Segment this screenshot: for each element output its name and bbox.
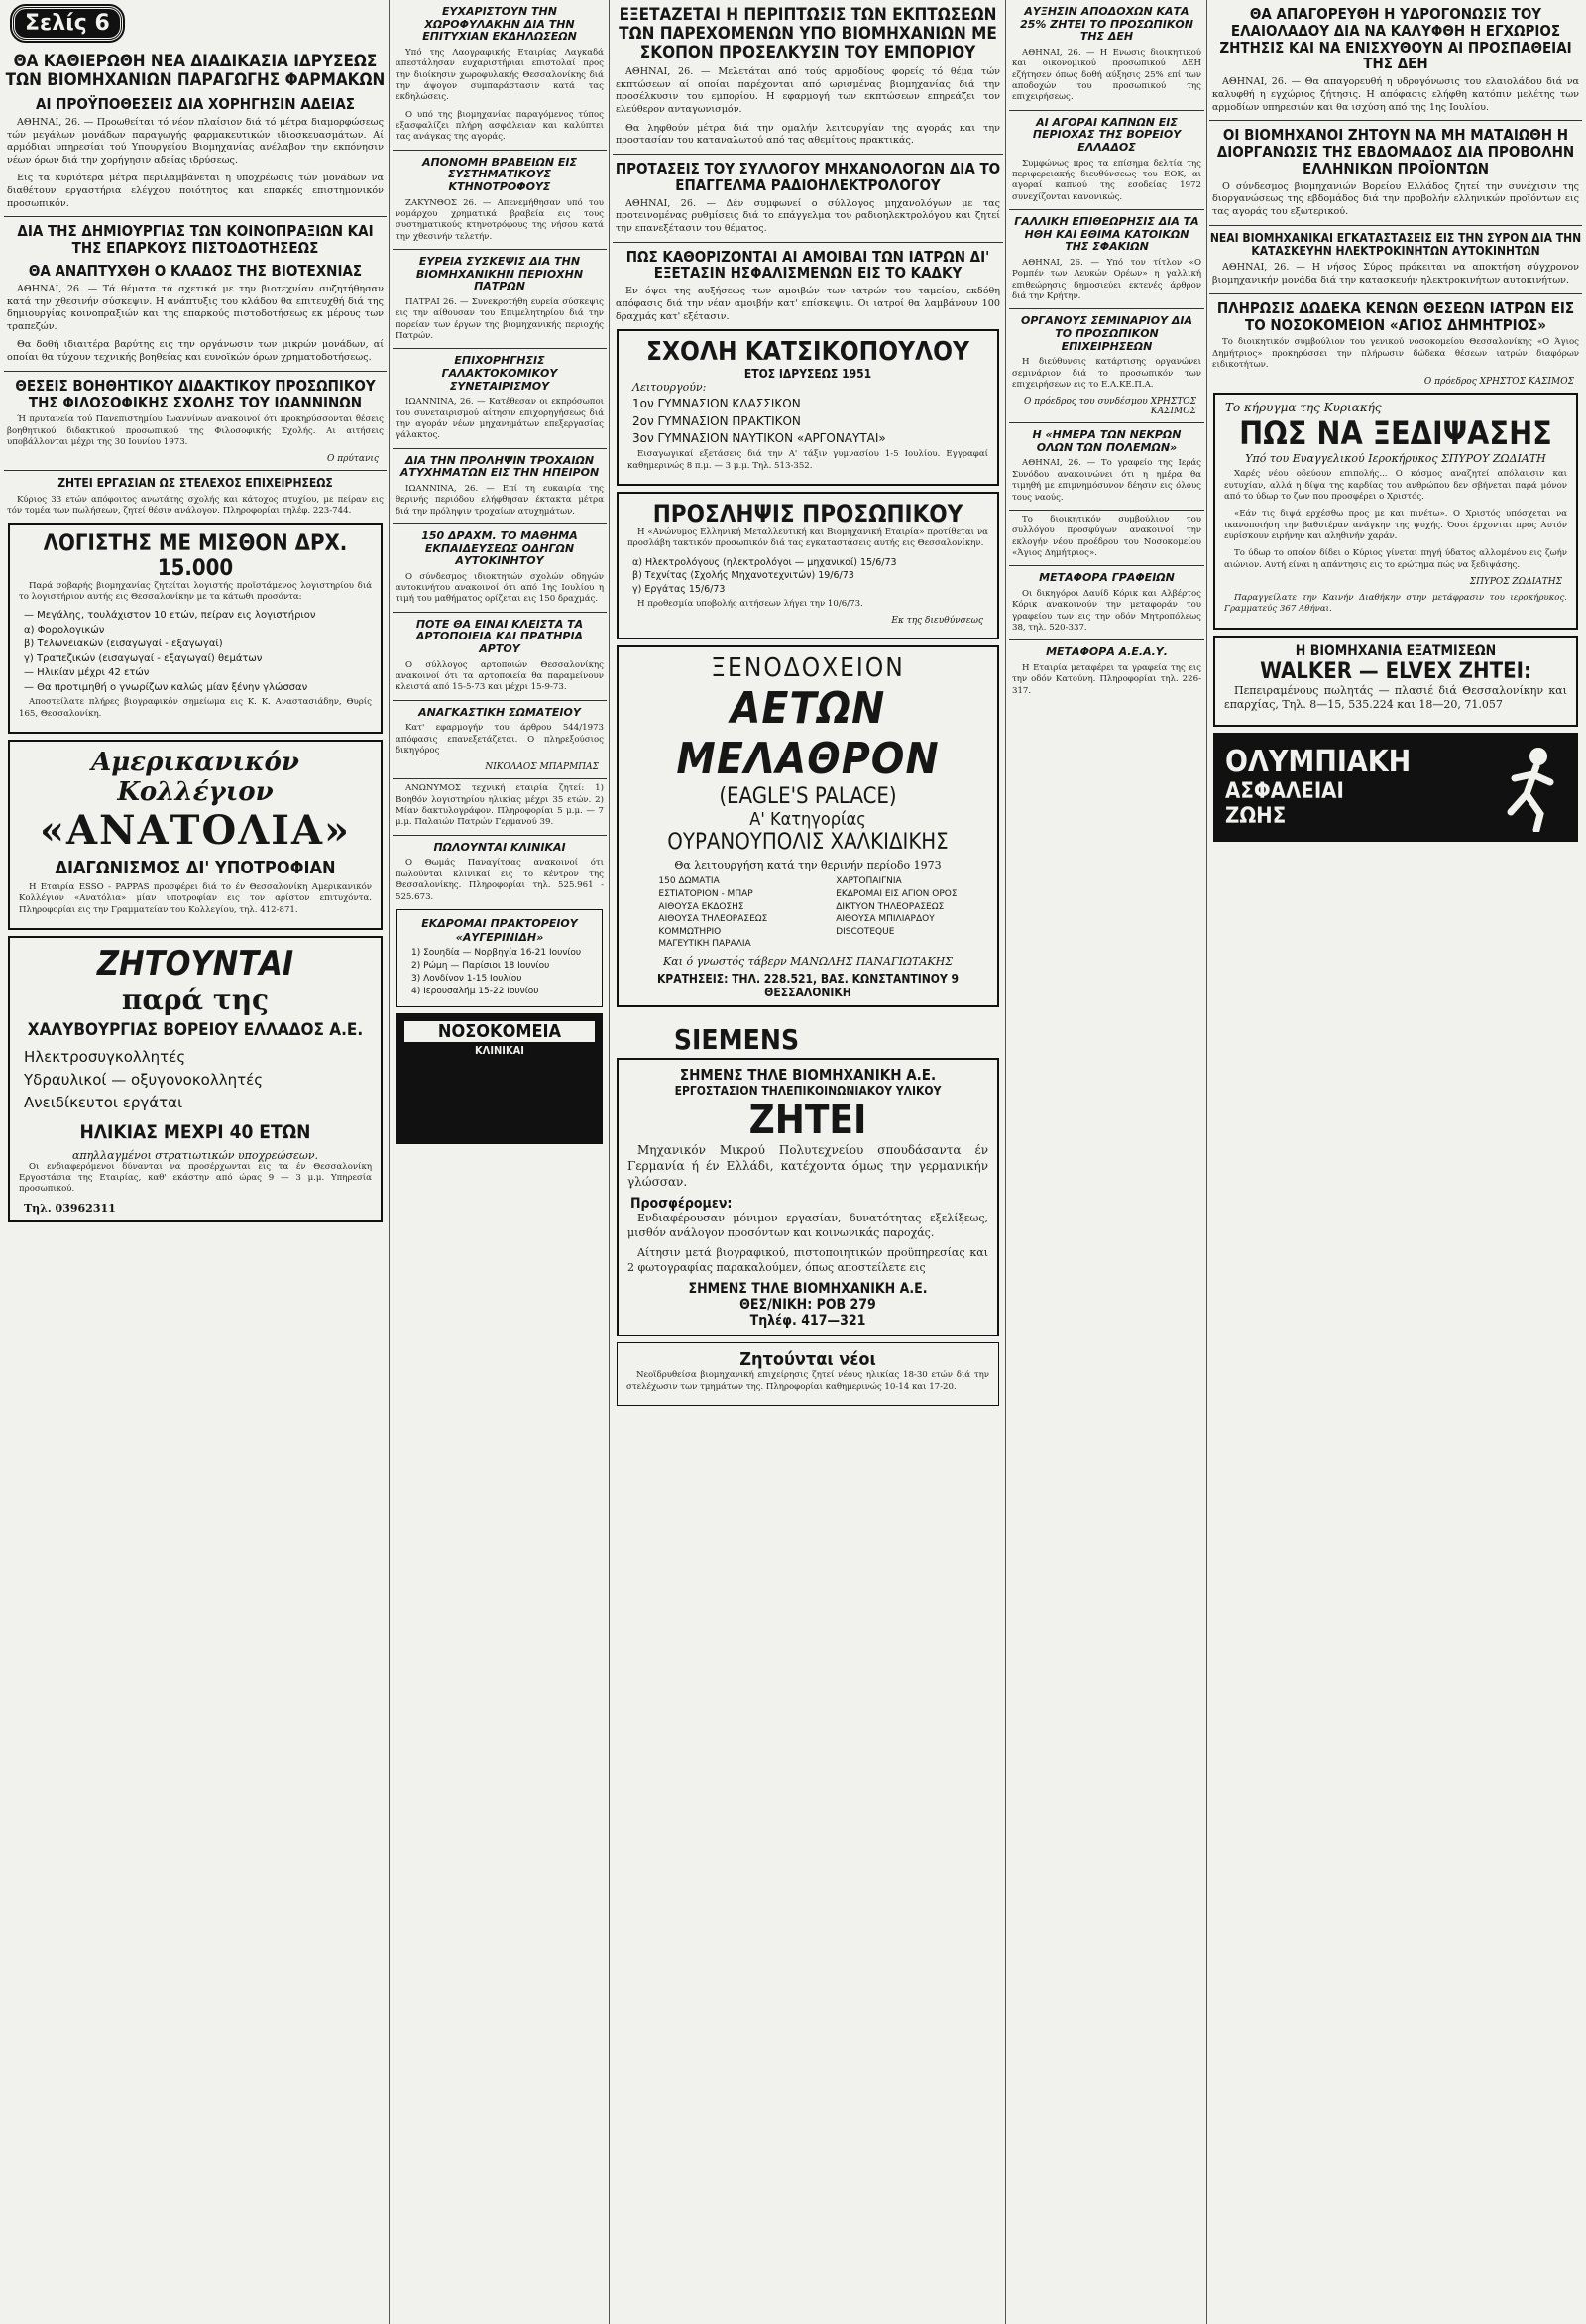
headline: ΕΚΔΡΟΜΑΙ ΠΡΑΚΤΟΡΕΙΟΥ [421, 916, 578, 930]
ad-anatolia-sub: ΔΙΑΓΩΝΙΣΜΟΣ ΔΙ' ΥΠΟΤΡΟΦΙΑΝ [55, 857, 336, 878]
sermon-box [1213, 393, 1578, 629]
headline: ΑΙ ΑΓΟΡΑΙ ΚΑΠΝΩΝ ΕΙΣ ΠΕΡΙΟΧΑΣ ΤΗΣ ΒΟΡΕΙΟΥ ΕΛΛΑΔΟΣ [1032, 115, 1182, 154]
ad-olympiaki-l1: ΟΛΥΜΠΙΑΚΗ [1225, 745, 1412, 780]
ad-hotel [617, 645, 999, 1007]
ad-steel-sub: παρά της [121, 983, 270, 1016]
article-text: ΑΘΗΝΑΙ, 26. — Προωθείται τό νέον πλαίσιον διά τό μέτρα διαμορφώσεως τών μεγάλων μονάδων παραγωγής φαρμακευτικών ιδιοσκευασμάτων. Αί αρμόδιαι υπηρεσίαι τού Υπουργείου Βιομηχανίας ανέλαβον την εκπόνησιν νέων όρων διά την χορήγησιν αδείας ιδρύσεως. [7, 116, 384, 166]
ad-text: Η «Ανώνυμος Ελληνική Μεταλλευτική και Βιομηχανική Εταιρία» προτίθεται να προσλάβη τακτικόν προσωπικόν διά τας εγκαταστάσεις αυτής εις Θεσσαλονίκην. [627, 527, 988, 549]
ad-siemens-left [613, 1013, 860, 1056]
article-text: ΑΘΗΝΑΙ, 26. — Το γραφείο της Ιεράς Συνόδου ανακοινώνει ότι η ημέρα θα τιμηθή με επιμνημόσυνον δέησιν εις όλους τους ναούς. [1012, 458, 1201, 503]
headline-pharma: ΘΑ ΚΑΘΙΕΡΩΘΗ ΝΕΑ ΔΙΑΔΙΚΑΣΙΑ ΙΔΡΥΣΕΩΣ ΤΩΝ ΒΙΟΜΗΧΑΝΙΩΝ ΠΑΡΑΓΩΓΗΣ ΦΑΡΜΑΚΩΝ [5, 52, 386, 91]
amenity-item: ΔΙΚΤΥΟΝ ΤΗΛΕΟΡΑΣΕΩΣ [836, 901, 945, 912]
article-text: ΑΘΗΝΑΙ, 26. — Η νήσος Σύρος πρόκειται να αποκτήση σύγχρονον βιομηχανικήν μονάδα διά την κατασκευήν ηλεκτροκινήτων αυτοκινήτων. [1212, 262, 1579, 287]
article-text: Συμφώνως προς τα επίσημα δελτία της περιφερειακής διευθύνσεως του ΕΟΚ, αι αγοραί καπνού της εσοδείας 1972 συνεχίζονται κανονικώς. [1012, 158, 1201, 202]
article-text: ΑΘΗΝΑΙ, 26. — Θα απαγορευθή η υδρογόνωσις του ελαιολάδου διά να καλυφθή η εγχώριος ζήτησις. Η απόφασις ελήφθη κατόπιν μελέτης των αρμοδίων υπηρεσιών και θα ισχύση από της 1ης Ιουλίου. [1212, 76, 1579, 113]
ad-list-item: 2ον ΓΥΜΝΑΣΙΟΝ ΠΡΑΚΤΙΚΟΝ [632, 413, 801, 428]
ad-list-item: γ) Τραπεζικών (εισαγωγαί - εξαγωγαί) θεμάτων [24, 652, 263, 664]
article-text: Ο σύλλογος αρτοποιών Θεσσαλονίκης ανακοινοί ότι τα αρτοποιεία θα παραμείνουν κλειστά από 15-5-73 και μέχρι 15-9-73. [396, 659, 604, 693]
ad-hotel-category: Α' Κατηγορίας [749, 809, 866, 831]
tour-item: 1) Σουηδία — Νορβηγία 16-21 Ιουνίου [411, 948, 582, 959]
ad-list-item: β) Τελωνειακών (εισαγωγαί - εξαγωγαί) [24, 639, 223, 650]
ad-siemens-company: ΣΗΜΕΝΣ ΤΗΛΕ ΒΙΟΜΗΧΑΝΙΚΗ Α.Ε. [679, 1065, 937, 1084]
ad-list-item: — Ηλικίαν μέχρι 42 ετών [24, 667, 150, 679]
ad-hospitals-title: ΝΟΣΟΚΟΜΕΙΑ [404, 1021, 595, 1042]
ad-anatolia-title: Αμερικανικόν Κολλέγιον [91, 747, 299, 807]
ad-text: απηλλαγμένοι στρατιωτικών υποχρεώσεων. [71, 1148, 319, 1162]
sermon-title: ΠΩΣ ΝΑ ΞΕΔΙΨΑΣΗΣ [1239, 414, 1552, 453]
amenity-item: ΑΙΘΟΥΣΑ ΤΗΛΕΟΡΑΣΕΩΣ [658, 914, 768, 925]
ad-text: Η προθεσμία υποβολής αιτήσεων λήγει την 10/6/73. [637, 599, 863, 609]
article-text: Το διοικητικόν συμβούλιον του συλλόγου προσφύγων ανακοινοί την εκλογήν νέου προέδρου του Νοσοκομείου «Άγιος Δημήτριος». [1012, 514, 1201, 558]
ad-text: Πεπειραμένους πωλητάς — πλασιέ διά Θεσσαλονίκην και επαρχίας, Τηλ. 8—15, 535.224 και 18—20, 71.057 [1224, 683, 1567, 712]
article-text: ΙΩΑΝΝΙΝΑ, 26. — Επί τη ευκαιρία της θερινής περιόδου ελήφθησαν έκτακτα μέτρα διά την πρόληψιν τροχαίων ατυχημάτων. [396, 483, 604, 517]
signature: Ο πρύτανις [326, 454, 379, 465]
ad-siemens-footer: ΣΗΜΕΝΣ ΤΗΛΕ ΒΙΟΜΗΧΑΝΙΚΗ Α.Ε. [688, 1281, 928, 1298]
signature: Ο πρόεδρος ΧΡΗΣΤΟΣ ΚΑΣΙΜΟΣ [1423, 377, 1574, 388]
article-text: ΑΘΗΝΑΙ, 26. — Μελετάται από τούς αρμοδίους φορείς τό θέμα τών εκπτώσεων αί οποίαι παρέχονται από ωρισμένας βιομηχανίας διά την προσέλκυσιν του εμπορίου. Η εφαρμογή των εκπτώσεων επηρεάζει τον ελεύθερον ανταγωνισμόν. [616, 66, 1000, 116]
ad-walker-heading: Η ΒΙΟΜΗΧΑΝΙΑ ΕΞΑΤΜΙΣΕΩΝ [1295, 642, 1497, 659]
headline: ΟΡΓΑΝΟΥΣ ΣΕΜΙΝΑΡΙΟΥ ΔΙΑ ΤΟ ΠΡΟΣΩΠΙΚΟΝ ΕΠΙΧΕΙΡΗΣΕΩΝ [1020, 314, 1192, 353]
ad-list [24, 1046, 367, 1115]
headline: ΠΟΤΕ ΘΑ ΕΙΝΑΙ ΚΛΕΙΣΤΑ ΤΑ ΑΡΤΟΠΟΙΕΙΑ ΚΑΙ ΠΡΑΤΗΡΙΑ ΑΡΤΟΥ [415, 617, 584, 656]
ad-accountant [8, 523, 383, 734]
signature: Ο πρόεδρος του συνδέσμου ΧΡΗΣΤΟΣ ΚΑΣΙΜΟΣ [1024, 397, 1196, 417]
article-text: Κύριος 33 ετών απόφοιτος ανωτάτης σχολής και κάτοχος πτυχίου, με πείραν εις τόν τομέα των πωλήσεων, ζητεί θέσιν ανάλογον. Πληροφορίαι τηλέφ. 223-744. [7, 494, 384, 517]
article-text: Θα δοθή ιδιαιτέρα βαρύτης εις την οργάνωσιν των μικρών μονάδων, αί οποίαι θα τύχουν τεχνικής βοηθείας και ευνοϊκών όρων χρηματοδοτήσεως. [7, 339, 384, 364]
ad-list-item: 1ον ΓΥΜΝΑΣΙΟΝ ΚΛΑΣΣΙΚΟΝ [632, 397, 801, 411]
ad-list-item: Ανειδίκευτοι εργάται [24, 1094, 183, 1112]
column-2 [393, 0, 607, 2324]
ad-text: Η Εταιρία ESSO - PAPPAS προσφέρει διά το έν Θεσσαλονίκη Αμερικανικόν Κολλέγιον «Ανατόλια» μίαν υποτροφίαν εις τον αρίστον επιτυχόντα. Πληροφορίαι εις την Γραμματείαν του Κολλεγίου, τηλ. 412-871. [19, 881, 372, 915]
ad-school [617, 329, 999, 486]
ad-text: Μηχανικόν Μικρού Πολυτεχνείου σπουδάσαντα έν Γερμανία ή έν Ελλάδι, κατέχοντα όμως την γερμανικήν γλώσσαν. [627, 1142, 988, 1189]
tour-item: 2) Ρώμη — Παρίσιοι 18 Ιουνίου [411, 961, 550, 972]
headline: ΔΙΑ ΤΗΝ ΠΡΟΛΗΨΙΝ ΤΡΟΧΑΙΩΝ ΑΤΥΧΗΜΑΤΩΝ ΕΙΣ ΤΗΝ ΗΠΕΙΡΟΝ [399, 453, 600, 480]
signature: ΝΙΚΟΛΑΟΣ ΜΠΑΡΜΠΑΣ [485, 762, 599, 773]
sermon-text: «Εάν τις διψά ερχέσθω προς με και πινέτω». Ο Χριστός υπόσχεται να ικανοποιήση την βαθυτέραν ανάγκην της ψυχής. Όσοι έρχονται προς Αυτόν ευρίσκουν ειρήνην και αληθινήν χαράν. [1224, 509, 1567, 542]
siemens-logo: SIEMENS [673, 1022, 800, 1056]
ad-siemens-address: ΘΕΣ/ΝΙΚΗ: ΡΟΒ 279 [739, 1297, 876, 1314]
tour-item: 4) Ιερουσαλήμ 15-22 Ιουνίου [411, 987, 539, 997]
ad-steel [8, 936, 383, 1222]
article-text: ΑΘΗΝΑΙ, 26. — Δέν συμφωνεί ο σύλλογος μηχανολόγων με τας προτεινομένας ρυθμίσεις διά το επάγγελμα του ραδιοηλεκτρολόγου και ζητεί την επανεξέτασιν του θέματος. [616, 197, 1000, 234]
ad-list [24, 609, 367, 695]
ad-hotel-reservations: ΚΡΑΤΗΣΕΙΣ: ΤΗΛ. 228.521, ΒΑΣ. ΚΩΝΣΤΑΝΤΙΝΟΥ 9 [656, 971, 960, 986]
amenity-item: 150 ΔΩΜΑΤΙΑ [658, 876, 720, 887]
ad-siemens-phone: Τηλέφ. 417—321 [749, 1313, 866, 1330]
ad-list-item: Ηλεκτροσυγκολλητές [24, 1047, 186, 1066]
ad-young [617, 1342, 999, 1406]
ad-walker [1213, 636, 1578, 727]
article-text: Ο υπό της βιομηχανίας παραγόμενος τύπος εξασφαλίζει πλήρη ασφάλειαν και καλύπτει τας ανάγκας της αγοράς. [396, 109, 604, 143]
ad-hotel-location: ΟΥΡΑΝΟΥΠΟΛΙΣ ΧΑΛΚΙΔΙΚΗΣ [667, 830, 949, 856]
headline: ΓΑΛΛΙΚΗ ΕΠΙΘΕΩΡΗΣΙΣ ΔΙΑ ΤΑ ΗΘΗ ΚΑΙ ΕΘΙΜΑ ΚΑΤΟΙΚΩΝ ΤΗΣ ΣΦΑΚΙΩΝ [1014, 214, 1199, 254]
sermon-author: Υπό του Ευαγγελικού Ιεροκήρυκος ΣΠΥΡΟΥ ΖΩΔΙΑΤΗ [1245, 452, 1546, 466]
subhead-cooperatives: ΘΑ ΑΝΑΠΤΥΧΘΗ Ο ΚΛΑΔΟΣ ΤΗΣ ΒΙΟΤΕΧΝΙΑΣ [28, 262, 363, 281]
amenity-item: ΕΣΤΙΑΤΟΡΙΟΝ - ΜΠΑΡ [658, 888, 753, 899]
amenity-item: ΜΑΓΕΥΤΙΚΗ ΠΑΡΑΛΙΑ [658, 939, 751, 950]
article-text: Θα ληφθούν μέτρα διά την ομαλήν λειτουργίαν της αγοράς και την προστασίαν του καταναλωτού από τας αθεμίτους πρακτικάς. [616, 122, 1000, 147]
ad-olympiaki-text [1225, 745, 1411, 829]
headline: ΑΠΟΝΟΜΗ ΒΡΑΒΕΙΩΝ ΕΙΣ ΣΥΣΤΗΜΑΤΙΚΟΥΣ ΚΤΗΝΟΤΡΟΦΟΥΣ [421, 155, 578, 193]
ad-text: Αποστείλατε πλήρες βιογραφικόν σημείωμα εις Κ. Κ. Αναστασιάδην, Θυρίς 165, Θεσσαλονίκη. [19, 697, 372, 719]
headline-oliveoil: ΘΑ ΑΠΑΓΟΡΕΥΘΗ Η ΥΔΡΟΓΟΝΩΣΙΣ ΤΟΥ ΕΛΑΙΟΛΑΔΟΥ ΔΙΑ ΝΑ ΚΑΛΥΦΘΗ Η ΕΓΧΩΡΙΟΣ ΖΗΤΗΣΙΣ ΚΑΙ ΝΑ ΕΝΙΣΧΥΘΟΥΝ ΑΙ ΠΡΟΣΠΑΘΕΙΑΙ ΤΗΣ ΔΕΗ [1219, 5, 1572, 73]
headline-discounts: ΕΞΕΤΑΖΕΤΑΙ Η ΠΕΡΙΠΤΩΣΙΣ ΤΩΝ ΕΚΠΤΩΣΕΩΝ ΤΩΝ ΠΑΡΕΧΟΜΕΝΩΝ ΥΠΟ ΒΙΟΜΗΧΑΝΙΩΝ ΜΕ ΣΚΟΠΟΝ ΠΡΟΣΕΛΚΥΣΙΝ ΤΟΥ ΕΜΠΟΡΙΟΥ [619, 5, 997, 63]
article-text: Οι δικηγόροι Δαυίδ Κόρικ και Αλβέρτος Κόρικ ανακοινούν την μεταφοράν του γραφείου των εις την οδόν Μητροπόλεως 38, τηλ. 520-337. [1012, 588, 1201, 633]
article-text: Το διοικητικόν συμβούλιον του γενικού νοσοκομείου Θεσσαλονίκης «Ο Άγιος Δημήτριος» προκηρύσσει την πλήρωσιν δώδεκα θέσεων ιατρών διαφόρων ειδικοτήτων. [1212, 337, 1579, 370]
article-text: Υπό της Λαογραφικής Εταιρίας Λαγκαδά απεστάλησαν ευχαριστήριαι επιστολαί προς την διοίκησιν χωροφυλακής Θεσσαλονίκης διά την άψογον συμπαράστασιν κατά τας εκδηλώσεις. [396, 47, 604, 103]
headline: ΕΥΡΕΙΑ ΣΥΣΚΕΨΙΣ ΔΙΑ ΤΗΝ ΒΙΟΜΗΧΑΝΙΚΗΝ ΠΕΡΙΟΧΗΝ ΠΑΤΡΩΝ [415, 254, 584, 293]
amenity-item: ΚΟΜΜΩΤΗΡΙΟ [658, 926, 722, 937]
headline: ΑΝΑΓΚΑΣΤΙΚΗ ΣΩΜΑΤΕΙΟΥ [418, 705, 581, 719]
ad-siemens [617, 1058, 999, 1337]
ad-hiring [617, 492, 999, 639]
headline-university: ΘΕΣΕΙΣ ΒΟΗΘΗΤΙΚΟΥ ΔΙΔΑΚΤΙΚΟΥ ΠΡΟΣΩΠΙΚΟΥ ΤΗΣ ΦΙΛΟΣΟΦΙΚΗΣ ΣΧΟΛΗΣ ΤΟΥ ΙΩΑΝΝΙΝΩΝ [15, 376, 376, 411]
ad-row [613, 1013, 1003, 1056]
column-5 [1209, 0, 1582, 2324]
headline-industrialists: ΟΙ ΒΙΟΜΗΧΑΝΟΙ ΖΗΤΟΥΝ ΝΑ ΜΗ ΜΑΤΑΙΩΘΗ Η ΔΙΟΡΓΑΝΩΣΙΣ ΤΗΣ ΕΒΔΟΜΑΔΟΣ ΔΙΑ ΠΡΟΒΟΛΗΝ ΕΛΛΗΝΙΚΩΝ ΠΡΟΪΟΝΤΩΝ [1216, 126, 1575, 177]
column-rule [1206, 0, 1207, 2324]
ad-text: Και ό γνωστός τάβερν ΜΑΝΩΛΗΣ ΠΑΝΑΓΙΩΤΑΚΗΣ [663, 954, 953, 968]
article-text: ΖΑΚΥΝΘΟΣ 26. — Απενεμήθησαν υπό του νομάρχου χρηματικά βραβεία εις τους συστηματικούς κτηνοτρόφους της νήσου κατά την χθεσινήν τελετήν. [396, 197, 604, 242]
sermon-kicker: Το κήρυγμα της Κυριακής [1225, 401, 1382, 415]
ad-list-item: β) Τεχνίτας (Σχολής Μηχανοτεχνιτών) 19/6/73 [632, 570, 854, 582]
headline-doctors: ΠΩΣ ΚΑΘΟΡΙΖΟΝΤΑΙ ΑΙ ΑΜΟΙΒΑΙ ΤΩΝ ΙΑΤΡΩΝ ΔΙ' ΕΞΕΤΑΣΙΝ ΗΣΦΑΛΙΣΜΕΝΩΝ ΕΙΣ ΤΟ ΚΑΔΚΥ [625, 247, 990, 283]
article-text: Ή πρυτανεία τού Πανεπιστημίου Ιωαννίνων ανακοινοί ότι προκηρύσσονται θέσεις βοηθητικού διδακτικού προσωπικού της Φιλοσοφικής Σχολής. Αι αιτήσεις υποβάλλονται μέχρι της 30 Ιουνίου 1973. [7, 414, 384, 448]
headline-hospital: ΠΛΗΡΩΣΙΣ ΔΩΔΕΚΑ ΚΕΝΩΝ ΘΕΣΕΩΝ ΙΑΤΡΩΝ ΕΙΣ ΤΟ ΝΟΣΟΚΟΜΕΙΟΝ «ΑΓΙΟΣ ΔΗΜΗΤΡΙΟΣ» [1216, 298, 1575, 334]
headline: ΕΥΧΑΡΙΣΤΟΥΝ ΤΗΝ ΧΩΡΟΦΥΛΑΚΗΝ ΔΙΑ ΤΗΝ ΕΠΙΤΥΧΙΑΝ ΕΚΔΗΛΩΣΕΩΝ [422, 5, 577, 44]
amenity-item: DISCOTEQUE [836, 926, 895, 937]
ad-text: Εισαγωγικαί εξετάσεις διά την Α' τάξιν γυμνασίου 1-5 Ιουλίου. Εγγραφαί καθημερινώς 8 π.μ. — 3 μ.μ. Τηλ. 513-352. [627, 449, 988, 471]
headline: «ΑΥΓΕΡΙΝΙΔΗ» [455, 931, 544, 945]
ad-siemens-factory: ΕΡΓΟΣΤΑΣΙΟΝ ΤΗΛΕΠΙΚΟΙΝΩΝΙΑΚΟΥ ΥΛΙΚΟΥ [674, 1083, 942, 1098]
ad-anatolia-name: «ΑΝΑΤΟΛΙΑ» [39, 806, 352, 854]
tour-list [411, 947, 588, 998]
ad-text: Θα λειτουργήση κατά την θερινήν περίοδο 1973 [674, 859, 942, 872]
signature: ΣΠΥΡΟΣ ΖΩΔΙΑΤΗΣ [1469, 577, 1562, 588]
headline-job-seek: ΖΗΤΕΙ ΕΡΓΑΣΙΑΝ ΩΣ ΣΤΕΛΕΧΟΣ ΕΠΙΧΕΙΡΗΣΕΩΣ [57, 476, 333, 491]
article-text: Εις τα κυριότερα μέτρα περιλαμβάνεται η υποχρέωσις τών μονάδων να διαθέτουν εργαστήρια ελέγχου ποιότητος και επαρκές επιστημονικόν προσωπικόν. [7, 173, 384, 209]
amenity-item: ΕΚΔΡΟΜΑΙ ΕΙΣ ΑΓΙΟΝ ΟΡΟΣ [836, 888, 958, 899]
ad-accountant-title: ΛΟΓΙΣΤΗΣ ΜΕ ΜΙΣΘΟΝ ΔΡΧ. 15.000 [43, 530, 348, 581]
ad-school-title: ΣΧΟΛΗ ΚΑΤΣΙΚΟΠΟΥΛΟΥ [646, 337, 969, 368]
article-text: Ο Θωμάς Παναγίτσας ανακοινοί ότι πωλούνται κλινικαί εις το κέντρον της Θεσσαλονίκης. Πληροφορίαι τηλ. 525.961 - 525.673. [396, 858, 604, 902]
ad-school-year: ΕΤΟΣ ΙΔΡΥΣΕΩΣ 1951 [743, 367, 872, 382]
amenity-item: ΑΙΘΟΥΣΑ ΜΠΙΛΙΑΡΔΟΥ [836, 914, 935, 925]
headline-cooperatives: ΔΙΑ ΤΗΣ ΔΗΜΙΟΥΡΓΙΑΣ ΤΩΝ ΚΟΙΝΟΠΡΑΞΙΩΝ ΚΑΙ ΤΗΣ ΕΠΑΡΚΟΥΣ ΠΙΣΤΟΔΟΤΗΣΕΩΣ [17, 222, 374, 258]
article-text: ΑΘΗΝΑΙ, 26. — Η Ενωσις διοικητικού και οικονομικού προσωπικού ΔΕΗ εζήτησεν όπως δοθή αύξησις 25% επί των αποδοχών του προσωπικού της επιχειρήσεως. [1012, 47, 1201, 103]
sermon-text: Χαρές νέου οδεύουν επιπολής... Ο κόσμος αναζητεί απόλαυσιν και ευτυχίαν, αλλά η δίψα της καρδίας του ανθρώπου δεν σβήνεται παρά μόνον από το ύδωρ το ζων που προσφέρει ο Χριστός. [1224, 469, 1567, 503]
headline: ΕΠΙΧΟΡΗΓΗΣΙΣ ΓΑΛΑΚΤΟΚΟΜΙΚΟΥ ΣΥΝΕΤΑΙΡΙΣΜΟΥ [441, 354, 558, 393]
ad-list-item: Υδραυλικοί — οξυγονοκολλητές [24, 1071, 264, 1090]
article-text: ΠΑΤΡΑΙ 26. — Συνεκροτήθη ευρεία σύσκεψις εις την αίθουσαν του Επιμελητηρίου διά την πορείαν των έργων της βιομηχανικής περιοχής Πατρών. [396, 296, 604, 341]
ad-list-item: γ) Εργάτας 15/6/73 [632, 584, 726, 596]
ad-list-item: 3ον ΓΥΜΝΑΣΙΟΝ ΝΑΥΤΙΚΟΝ «ΑΡΓΟΝΑΥΤΑΙ» [632, 430, 886, 445]
ad-siemens-zitei: ΖΗΤΕΙ [748, 1097, 867, 1143]
ad-text: Νεοϊδρυθείσα βιομηχανική επιχείρησις ζητεί νέους ηλικίας 18-30 ετών διά την στελέχωσιν των τμημάτων της. Πληροφορίαι καθημερινώς 10-14 και 17-20. [626, 1370, 989, 1392]
tour-item: 3) Λονδίνον 1-15 Ιουλίου [411, 974, 522, 985]
column-3 [613, 0, 1003, 2324]
headline-mechanics: ΠΡΟΤΑΣΕΙΣ ΤΟΥ ΣΥΛΛΟΓΟΥ ΜΗΧΑΝΟΛΟΓΩΝ ΔΙΑ ΤΟ ΕΠΑΓΓΕΛΜΑ ΡΑΔΙΟΗΛΕΚΤΡΟΛΟΓΟΥ [615, 160, 1001, 194]
ad-young-title: Ζητούνται νέοι [739, 1349, 876, 1371]
column-rule [389, 0, 390, 2324]
ad-list [632, 396, 983, 447]
headline: ΠΩΛΟΥΝΤΑΙ ΚΛΙΝΙΚΑΙ [433, 840, 566, 854]
ad-hospitals [396, 1013, 603, 1144]
article-text: Η Εταιρία μεταφέρει τα γραφεία της εις την οδόν Κατούνη. Πληροφορίαι τηλ. 226-317. [1012, 662, 1201, 696]
article-text: ΑΝΩΝΥΜΟΣ τεχνική εταιρία ζητεί: 1) Βοηθόν λογιστηρίου ηλικίας μέχρι 35 ετών. 2) Μίαν δακτυλογράφον. Πληροφορίαι 5 μ.μ. — 7 μ.μ. Παλαιών Πατρών Γερμανού 39. [396, 783, 604, 828]
ad-steel-company: ΧΑΛΥΒΟΥΡΓΙΑΣ ΒΟΡΕΙΟΥ ΕΛΛΑΔΟΣ Α.Ε. [27, 1019, 364, 1040]
ad-text: Οι ενδιαφερόμενοι δύνανται να προσέρχωνται εις τα έν Θεσσαλονίκη Εργοστάσια της Εταιρίας, καθ' εκάστην από ώρας 9 — 3 μ.μ. Υπηρεσία προσωπικού. [19, 1161, 372, 1195]
ad-offer-heading: Προσφέρομεν: [630, 1196, 733, 1213]
article-text: Κατ' εφαρμογήν του άρθρου 544/1973 απόφασις επανεξετάζεται. Ο πληρεξούσιος δικηγόρος [396, 723, 604, 756]
signature: Εκ της διευθύνσεως [891, 616, 983, 627]
ad-list-item: — Μεγάλης, τουλάχιστον 10 ετών, πείραν εις λογιστήριον [24, 610, 316, 622]
headline: 150 ΔΡΑΧΜ. ΤΟ ΜΑΘΗΜΑ ΕΚΠΑΙΔΕΥΣΕΩΣ ΟΔΗΓΩΝ ΑΥΤΟΚΙΝΗΤΟΥ [421, 528, 578, 568]
ad-list-item: α) Ηλεκτρολόγους (ηλεκτρολόγοι — μηχανικοί) 15/6/73 [632, 556, 897, 568]
ad-list-item: α) Φορολογικών [24, 624, 105, 636]
article-text: Η διεύθυνσις κατάρτισης οργανώνει σεμινάριον διά το προσωπικόν των επιχειρήσεων εις το Ε.Λ.ΚΕ.Π.Α. [1012, 357, 1201, 390]
amenity-item: ΧΑΡΤΟΠΑΙΓΝΙΑ [836, 876, 902, 887]
column-4 [1009, 0, 1204, 2324]
page-label: Σελίς 6 [12, 6, 123, 41]
headline-syros: ΝΕΑΙ ΒΙΟΜΗΧΑΝΙΚΑΙ ΕΓΚΑΤΑΣΤΑΣΕΙΣ ΕΙΣ ΤΗΝ ΣΥΡΟΝ ΔΙΑ ΤΗΝ ΚΑΤΑΣΚΕΥΗΝ ΗΛΕΚΤΡΟΚΙΝΗΤΩΝ ΑΥΤΟΚΙΝΗΤΩΝ [1209, 230, 1582, 258]
ad-hospitals-sub: ΚΛΙΝΙΚΑΙ [475, 1044, 524, 1058]
column-rule [609, 0, 610, 2324]
ad-olympiaki [1213, 733, 1578, 842]
ad-walker-title: WALKER — ELVEX ΖΗΤΕΙ: [1260, 658, 1531, 684]
ad-hotel-amenities [624, 875, 991, 951]
ad-olympiaki-l2: ΑΣΦΑΛΕΙΑΙ [1225, 779, 1344, 805]
article-text: Ο σύνδεσμος βιομηχανιών Βορείου Ελλάδος ζητεί την συνέχισιν της διοργανώσεως της εβδομάδος διά την προβολήν ελληνικών προϊόντων εις τας αγοράς του εξωτερικού. [1212, 180, 1579, 217]
subhead-pharma: ΑΙ ΠΡΟΫΠΟΘΕΣΕΙΣ ΔΙΑ ΧΟΡΗΓΗΣΙΝ ΑΔΕΙΑΣ [36, 95, 355, 114]
ad-text: Παρά σοβαρής βιομηχανίας ζητείται λογιστής προϊστάμενος λογιστηρίου διά το λογιστήριον αυτής εις Θεσσαλονίκην με τα κάτωθι προσόντα: [19, 580, 372, 602]
article-text: Εν όψει της αυξήσεως των αμοιβών των ιατρών του ταμείου, εκδόθη απόφασις διά την νέαν αμοιβήν κατ' επίσκεψιν. Οι ιατροί θα λαμβάνουν 100 δραχμάς κατ' εξέτασιν. [616, 286, 1000, 322]
headline: ΜΕΤΑΦΟΡΑ Α.Ε.Α.Υ. [1046, 645, 1168, 659]
article-text: Ο σύνδεσμος ιδιοκτητών σχολών οδηγών αυτοκινήτου ανακοινοί ότι από 1ης Ιουλίου η τιμή του μαθήματος ορίζεται εις 150 δραχμάς. [396, 571, 604, 605]
ad-hotel-en: (EAGLE'S PALACE) [719, 784, 897, 810]
column-rule [1005, 0, 1006, 2324]
ad-phone: Τηλ. 03962311 [24, 1201, 116, 1215]
article-text: ΙΩΑΝΝΙΝΑ, 26. — Κατέθεσαν οι εκπρόσωποι του συνεταιρισμού αίτησιν επιχορηγήσεως διά την αγοράν νέων μηχανημάτων επεξεργασίας γάλακτος. [396, 397, 604, 441]
ad-text: Λειτουργούν: [632, 381, 707, 395]
article-text: ΑΘΗΝΑΙ, 26. — Τά θέματα τά σχετικά με την βιοτεχνίαν συζητήθησαν κατά την χθεσινήν σύσκεψιν. Η ανάπτυξις του κλάδου θα επιτευχθή διά της δημιουργίας κοινοπραξιών και της επαρκούς πιστοδοτήσεως εκ μέρους των τραπεζών. [7, 283, 384, 332]
ad-hotel-city: ΘΕΣΣΑΛΟΝΙΚΗ [764, 985, 851, 999]
ad-list [632, 556, 983, 597]
ad-steel-age: ΗΛΙΚΙΑΣ ΜΕΧΡΙ 40 ΕΤΩΝ [79, 1120, 311, 1143]
ad-hiring-title: ΠΡΟΣΛΗΨΙΣ ΠΡΟΣΩΠΙΚΟΥ [652, 500, 963, 528]
runner-logo-icon [1497, 743, 1566, 832]
ad-hotel-type: ΞΕΝΟΔΟΧΕΙΟΝ [711, 653, 905, 684]
ad-tours [396, 909, 603, 1007]
sermon-text: Το ύδωρ το οποίον δίδει ο Κύριος γίνεται πηγή ύδατος αλλομένου εις ζωήν αιώνιον. Αυτή είναι η απάντησις εις το ερώτημα πώς να ξεδιψάσης. [1224, 548, 1567, 570]
ad-hotel-name: ΑΕΤΩΝ ΜΕΛΑΘΡΟΝ [676, 683, 940, 785]
article-text: ΑΘΗΝΑΙ, 26. — Υπό τον τίτλον «Ο Ρομπέν των Λευκών Ορέων» η γαλλική επιθεώρησις δημοσιεύει εκτενές άρθρον διά την Κρήτην. [1012, 257, 1201, 301]
ad-text: Ενδιαφέρουσαν μόνιμον εργασίαν, δυνατότητας εξελίξεως, μισθόν ανάλογον προσόντων και κοινωνικάς παροχάς. [627, 1212, 988, 1239]
amenity-item: ΑΙΘΟΥΣΑ ΕΚΔΟΣΗΣ [658, 901, 744, 912]
ad-anatolia [8, 740, 383, 930]
ad-text: Αίτησιν μετά βιογραφικού, πιστοποιητικών προϋπηρεσίας και 2 φωτογραφίας παρακαλούμεν, όπως αποστείλετε εις [627, 1246, 988, 1274]
headline: ΜΕΤΑΦΟΡΑ ΓΡΑΦΕΙΩΝ [1039, 571, 1175, 585]
column-1 [4, 0, 387, 2324]
headline: ΑΥΞΗΣΙΝ ΑΠΟΔΟΧΩΝ ΚΑΤΑ 25% ΖΗΤΕΙ ΤΟ ΠΡΟΣΩΠΙΚΟΝ ΤΗΣ ΔΕΗ [1020, 5, 1193, 44]
ad-olympiaki-l3: ΖΩΗΣ [1225, 804, 1287, 830]
ad-steel-title: ΖΗΤΟΥΝΤΑΙ [96, 943, 294, 984]
sermon-note: Παραγγείλατε την Καινήν Διαθήκην στην μετάφρασιν του ιεροκήρυκος. Γραμματεύς 367 Αθήναι. [1224, 593, 1567, 615]
ad-list-item: — Θα προτιμηθή ο γνωρίζων καλώς μίαν ξένην γλώσσαν [24, 681, 308, 693]
headline: Η «ΗΜΕΡΑ ΤΩΝ ΝΕΚΡΩΝ ΟΛΩΝ ΤΩΝ ΠΟΛΕΜΩΝ» [1032, 428, 1182, 454]
